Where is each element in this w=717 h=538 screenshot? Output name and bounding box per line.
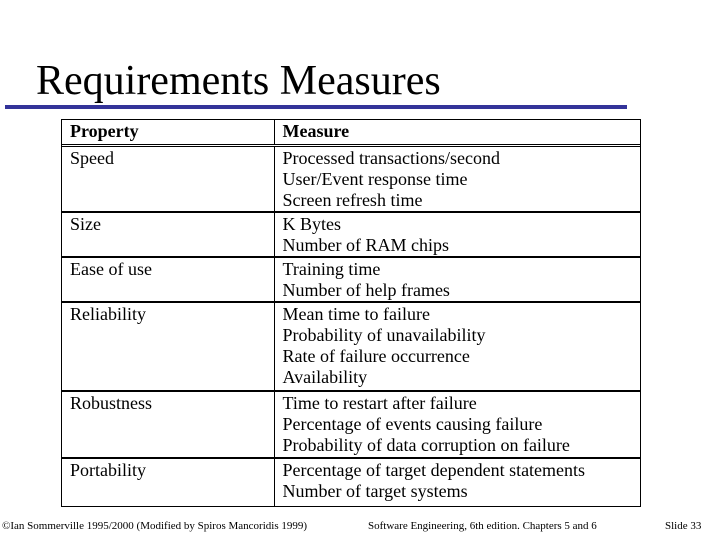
property-cell: Portability	[70, 460, 146, 480]
measure-item: Rate of failure occurrence	[282, 346, 470, 366]
table-row	[62, 391, 640, 458]
slide-title: Requirements Measures	[36, 58, 441, 104]
measure-item: Number of help frames	[282, 280, 450, 300]
property-cell: Size	[62, 212, 274, 257]
measure-item: Screen refresh time	[282, 189, 423, 210]
title-rule	[5, 105, 627, 109]
table-row	[62, 257, 640, 302]
property-cell: Speed	[62, 145, 274, 212]
measure-item: Probability of unavailability	[282, 325, 486, 345]
measure-cell	[274, 302, 640, 391]
measure-item: Number of target systems	[282, 481, 468, 501]
measure-cell	[274, 391, 640, 458]
header-measure: Measure	[274, 120, 640, 145]
measure-cell	[274, 458, 640, 506]
measure-item: K Bytes	[282, 214, 341, 234]
measure-item: User/Event response time	[282, 168, 468, 189]
measures-table	[61, 119, 641, 507]
table-row	[62, 212, 640, 257]
measure-item: Probability of data corruption on failure	[282, 435, 570, 455]
measure-item: Percentage of events causing failure	[282, 414, 543, 434]
measure-cell	[274, 212, 640, 257]
property-cell: Reliability	[62, 302, 274, 391]
measure-cell	[274, 145, 640, 212]
measure-item: Training time	[282, 259, 381, 279]
measure-item: Time to restart after failure	[282, 393, 477, 413]
measure-item: Percentage of target dependent statements	[282, 460, 586, 480]
measure-cell	[274, 257, 640, 302]
property-cell: Ease of use	[62, 257, 274, 302]
footer-book: Software Engineering, 6th edition. Chapters 5 and 6	[368, 520, 597, 532]
table-row	[62, 145, 640, 212]
measure-item: Number of RAM chips	[282, 235, 449, 255]
property-cell: Robustness	[62, 391, 274, 458]
footer-slide-number: Slide 33	[665, 520, 702, 532]
measure-item: Processed transactions/second	[282, 147, 500, 168]
measure-item: Mean time to failure	[282, 304, 430, 324]
header-property: Property	[62, 120, 274, 145]
table-row	[62, 458, 640, 506]
footer-copyright: ©Ian Sommerville 1995/2000 (Modified by Spiros Mancoridis 1999)	[2, 520, 308, 532]
table-row	[62, 302, 640, 391]
measure-item: Availability	[282, 367, 368, 387]
